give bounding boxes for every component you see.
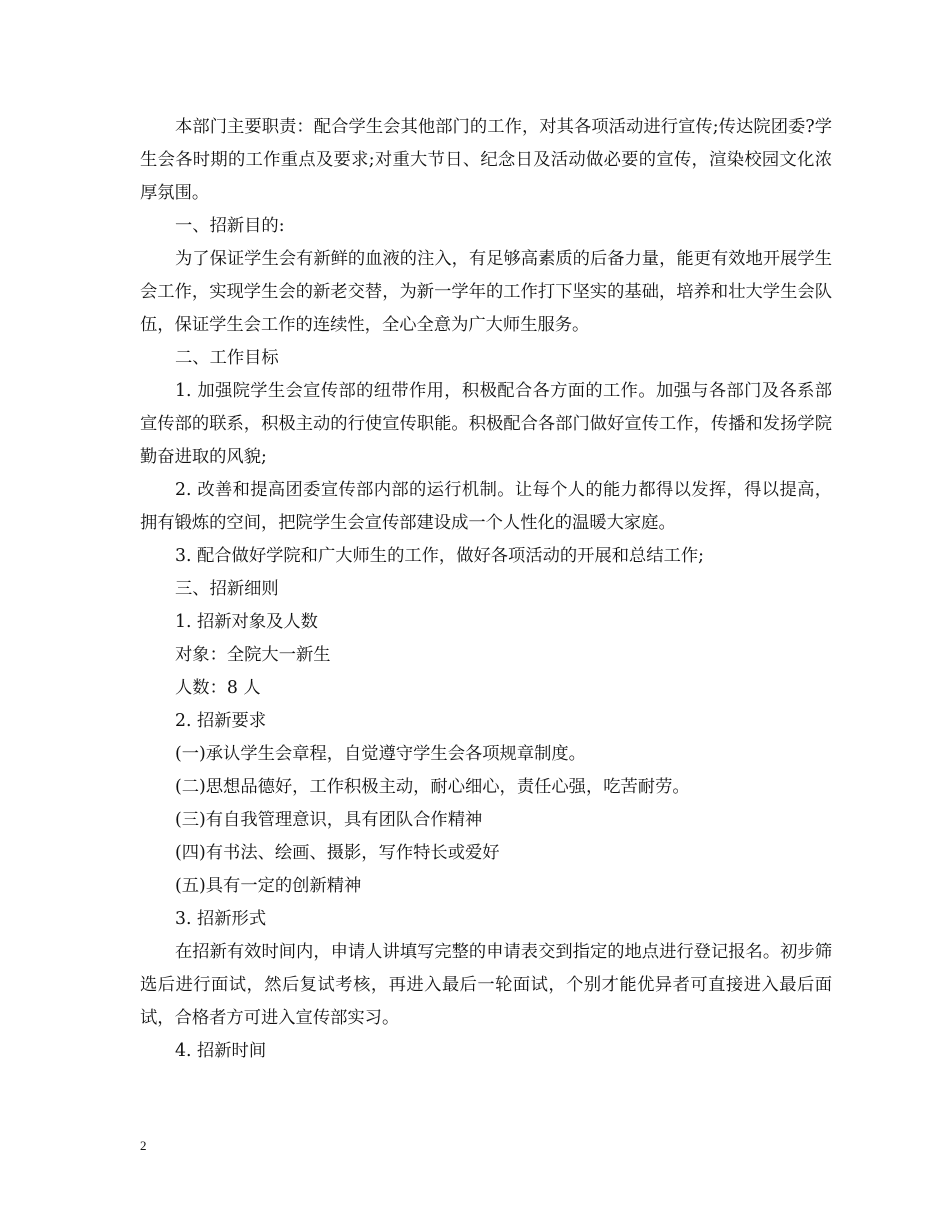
goal-item-1: 1. 加强院学生会宣传部的纽带作用，积极配合各方面的工作。加强与各部门及各系部宣传部的联系，积极主动的行使宣传职能。积极配合各部门做好宣传工作，传播和发扬学院勤奋进取的风貌; [140, 381, 832, 467]
rule-heading-requirements: 2. 招新要求 [175, 711, 267, 731]
document-body [140, 111, 832, 1068]
target-line: 对象：全院大一新生 [175, 645, 331, 665]
requirement-item-5: (五)具有一定的创新精神 [175, 876, 362, 896]
rule-heading-target-and-number: 1. 招新对象及人数 [175, 612, 318, 632]
rule-heading-time: 4. 招新时间 [175, 1041, 267, 1061]
goal-item-3: 3. 配合做好学院和广大师生的工作，做好各项活动的开展和总结工作; [175, 546, 704, 566]
duties-paragraph: 本部门主要职责：配合学生会其他部门的工作，对其各项活动进行宣传;传达院团委?学生会各时期的工作重点及要求;对重大节日、纪念日及活动做必要的宣传，渲染校园文化浓厚氛围。 [140, 117, 832, 203]
form-paragraph: 在招新有效时间内，申请人讲填写完整的申请表交到指定的地点进行登记报名。初步筛选后进行面试，然后复试考核，再进入最后一轮面试，个别才能优异者可直接进入最后面试，合格者方可进入宣传部实习。 [140, 942, 832, 1028]
requirement-item-4: (四)有书法、绘画、摄影，写作特长或爱好 [175, 843, 500, 863]
rule-heading-form: 3. 招新形式 [175, 909, 267, 929]
section-heading-recruitment-rules: 三、招新细则 [175, 579, 279, 599]
section-heading-recruitment-purpose: 一、招新目的: [175, 216, 285, 236]
requirement-item-2: (二)思想品德好，工作积极主动，耐心细心，责任心强，吃苦耐劳。 [175, 777, 690, 797]
requirement-item-1: (一)承认学生会章程，自觉遵守学生会各项规章制度。 [175, 744, 586, 764]
purpose-paragraph: 为了保证学生会有新鲜的血液的注入，有足够高素质的后备力量，能更有效地开展学生会工作，实现学生会的新老交替，为新一学年的工作打下坚实的基础，培养和壮大学生会队伍，保证学生会工作的连续性，全心全意为广大师生服务。 [140, 249, 832, 335]
goal-item-2: 2. 改善和提高团委宣传部内部的运行机制。让每个人的能力都得以发挥，得以提高，拥有锻炼的空间，把院学生会宣传部建设成一个人性化的温暖大家庭。 [140, 480, 832, 533]
page-number: 2 [140, 1138, 147, 1153]
section-heading-work-goals: 二、工作目标 [175, 348, 279, 368]
number-line: 人数：8 人 [175, 678, 261, 698]
requirement-item-3: (三)有自我管理意识，具有团队合作精神 [175, 810, 483, 830]
